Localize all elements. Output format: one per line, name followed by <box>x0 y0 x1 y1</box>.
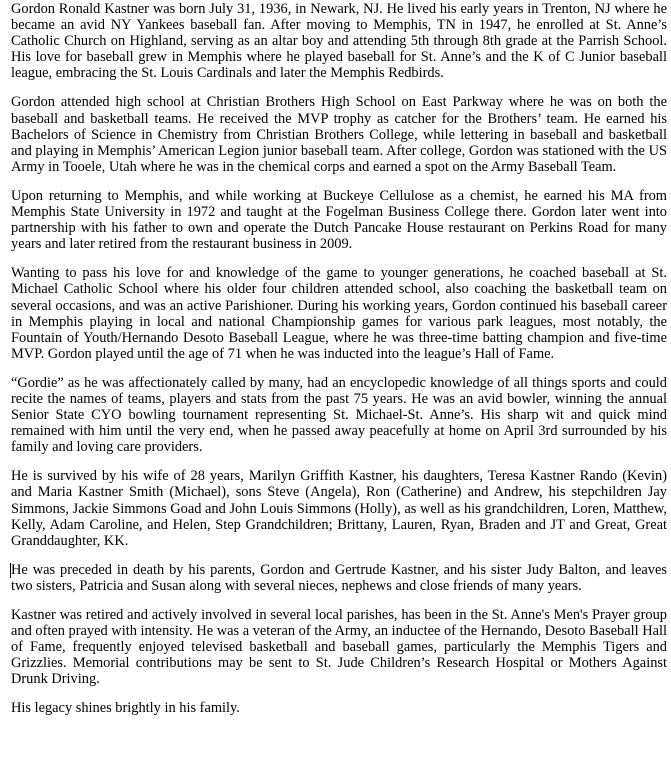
obituary-document[interactable] <box>11 1 667 717</box>
paragraph-gordie: “Gordie” as he was affectionately called by many, had an encyclopedic knowledge of all things sports and could recite the names of teams, players and stats from the past 75 years. He was an avid bowler, winning the annual Senior State CYO bowling tournament representing St. Michael-St. Anne’s. His sharp wit and quick mind remained with him until the very end, when he passed away peacefully at home on April 3rd surrounded by his family and loving care providers. <box>11 374 667 456</box>
paragraph-retirement-memorial: Kastner was retired and actively involved in several local parishes, has been in the St. Anne's Men's Prayer group and often prayed with intensity. He was a veteran of the Army, an inductee of the Hernando, Desoto Baseball Hall of Fame, frequently enjoyed televised basketball and baseball games, particularly the Memphis Tigers and Grizzlies. Memorial contributions may be sent to St. Jude Children’s Research Hospital or Mothers Against Drunk Driving. <box>11 607 667 688</box>
paragraph-preceded-in-death: He was preceded in death by his parents, Gordon and Gertrude Kastner, and his sister Judy Balton, and leaves two sisters, Patricia and Susan along with several nieces, nephews and close friends of many years. <box>11 561 667 594</box>
paragraph-survived-by: He is survived by his wife of 28 years, Marilyn Griffith Kastner, his daughters, Teresa Kastner Rando (Kevin) and Maria Kastner Smith (Michael), sons Steve (Angela), Ron (Catherine) and Andrew, his stepchildren Jay Simmons, Jackie Simmons Goad and John Louis Simmons (Holly), as well as his grandchildren, Loren, Matthew, Kelly, Adam Caroline, and Helen, Step Grandchildren; Brittany, Lauren, Ryan, Braden and JT and Great, Great Granddaughter, KK. <box>11 468 667 549</box>
paragraph-career: Upon returning to Memphis, and while working at Buckeye Cellulose as a chemist, he earned his MA from Memphis State University in 1972 and taught at the Fogelman Business College there. Gordon later went into partnership with his father to own and operate the Dutch Pancake House restaurant on Perkins Road for many years and later retired from the restaurant business in 2009. <box>11 187 667 253</box>
paragraph-birth-early-life: Gordon Ronald Kastner was born July 31, 1936, in Newark, NJ. He lived his early years in Trenton, NJ where he became an avid NY Yankees baseball fan. After moving to Memphis, TN in 1947, he enrolled at St. Anne’s Catholic Church on Highland, serving as an altar boy and attending 5th through 8th grade at the Parrish School. His love for baseball grew in Memphis where he played baseball for St. Anne’s and the K of C Junior baseball league, embracing the St. Louis Cardinals and later the Memphis Redbirds. <box>11 1 667 82</box>
caret-paragraph-wrapper <box>11 562 667 594</box>
paragraph-coaching-baseball: Wanting to pass his love for and knowledge of the game to younger generations, he coached baseball at St. Michael Catholic School where his older four children attended school, also coaching the basketball team on several occasions, and was an active Parishioner. During his working years, Gordon continued his baseball career in Memphis playing in local and national Championship games for various park leagues, most notably, the Fountain of Youth/Hernando Desoto Baseball League, where he was three-time batting champion and five-time MVP. Gordon played until the age of 71 when he was inducted into the league’s Hall of Fame. <box>11 265 667 362</box>
paragraph-education-army: Gordon attended high school at Christian Brothers High School on East Parkway where he was on both the baseball and basketball teams. He received the MVP trophy as catcher for the Brothers’ team. He earned his Bachelors of Science in Chemistry from Christian Brothers College, while lettering in baseball and basketball and playing in Memphis’ American Legion junior baseball team. After college, Gordon was stationed with the US Army in Tooele, Utah where he was in the chemical corps and earned a spot on the Army Baseball Team. <box>11 94 667 175</box>
text-cursor <box>10 563 11 578</box>
paragraph-legacy: His legacy shines brightly in his family. <box>11 700 240 717</box>
